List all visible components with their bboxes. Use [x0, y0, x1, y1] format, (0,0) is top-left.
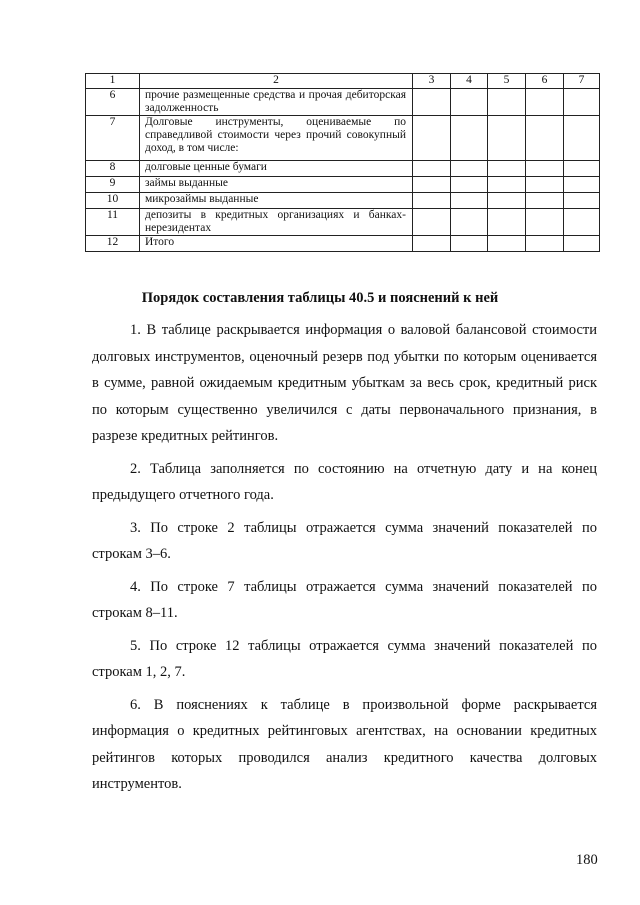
- table-row: [86, 161, 600, 177]
- table-cell: [413, 116, 451, 161]
- table-cell: [526, 89, 564, 116]
- paragraph: 4. По строке 7 таблицы отражается сумма значений показателей по строкам 8–11.: [92, 578, 597, 621]
- row-number: 6: [86, 89, 140, 116]
- table-cell: [451, 89, 488, 116]
- table-cell: [526, 209, 564, 236]
- table-cell: [451, 116, 488, 161]
- table-cell: [413, 89, 451, 116]
- table-row: [86, 236, 600, 252]
- row-label: долговые ценные бумаги: [140, 161, 413, 177]
- column-header: 4: [451, 74, 488, 89]
- table-cell: [413, 193, 451, 209]
- row-label: прочие размещенные средства и прочая дебиторская задолженность: [140, 89, 413, 116]
- table-cell: [488, 177, 526, 193]
- column-header: 5: [488, 74, 526, 89]
- table-cell: [488, 193, 526, 209]
- row-number: 8: [86, 161, 140, 177]
- table-row: [86, 89, 600, 116]
- row-label: депозиты в кредитных организациях и банках-нерезидентах: [140, 209, 413, 236]
- table-cell: [526, 193, 564, 209]
- paragraph: 3. По строке 2 таблицы отражается сумма значений показателей по строкам 3–6.: [92, 519, 597, 562]
- table-cell: [564, 89, 600, 116]
- table-cell: [526, 236, 564, 252]
- table-cell: [564, 116, 600, 161]
- section-title: Порядок составления таблицы 40.5 и пояснений к ней: [141, 290, 499, 306]
- data-table: [85, 73, 600, 252]
- row-number: 11: [86, 209, 140, 236]
- table-cell: [526, 161, 564, 177]
- table-cell: [413, 236, 451, 252]
- table-row: [86, 193, 600, 209]
- table-cell: [564, 209, 600, 236]
- table-row: [86, 209, 600, 236]
- row-label: микрозаймы выданные: [140, 193, 413, 209]
- row-number: 7: [86, 116, 140, 161]
- table-cell: [451, 236, 488, 252]
- table-cell: [488, 89, 526, 116]
- column-header: 7: [564, 74, 600, 89]
- page-number: 180: [576, 852, 598, 868]
- table-cell: [413, 209, 451, 236]
- table-cell: [488, 236, 526, 252]
- table-cell: [564, 177, 600, 193]
- column-header: 6: [526, 74, 564, 89]
- column-header: 3: [413, 74, 451, 89]
- table-cell: [488, 161, 526, 177]
- table-cell: [564, 161, 600, 177]
- paragraph: 6. В пояснениях к таблице в произвольной форме раскрывается информация о кредитных рейтинговых агентствах, на основании кредитных рейтингов которых проводился анализ кредитного качества долговых инструментов.: [92, 696, 597, 792]
- table-row: [86, 116, 600, 161]
- table-cell: [413, 161, 451, 177]
- paragraph: 2. Таблица заполняется по состоянию на отчетную дату и на конец предыдущего отчетного года.: [92, 460, 597, 503]
- table-cell: [413, 177, 451, 193]
- table-cell: [564, 193, 600, 209]
- table-cell: [564, 236, 600, 252]
- table-header-row: [86, 74, 600, 89]
- table-cell: [488, 209, 526, 236]
- table-cell: [526, 116, 564, 161]
- body-text: [92, 317, 597, 804]
- column-header: 2: [140, 74, 413, 89]
- table-cell: [451, 193, 488, 209]
- row-number: 9: [86, 177, 140, 193]
- row-label: Итого: [140, 236, 413, 252]
- paragraph: 1. В таблице раскрывается информация о валовой балансовой стоимости долговых инструментов, оценочный резерв под убытки по которым оценивается в сумме, равной ожидаемым кредитным убыткам за весь срок, кредитный риск по которым существенно увеличился с даты первоначального признания, в разрезе кредитных рейтингов.: [92, 322, 597, 444]
- table-row: [86, 177, 600, 193]
- table-cell: [526, 177, 564, 193]
- row-number: 12: [86, 236, 140, 252]
- table-cell: [488, 116, 526, 161]
- table-cell: [451, 161, 488, 177]
- row-number: 10: [86, 193, 140, 209]
- paragraph: 5. По строке 12 таблицы отражается сумма значений показателей по строкам 1, 2, 7.: [92, 637, 597, 680]
- row-label: займы выданные: [140, 177, 413, 193]
- table-cell: [451, 209, 488, 236]
- row-label: Долговые инструменты, оцениваемые по справедливой стоимости через прочий совокупный доход, в том числе:: [140, 116, 413, 161]
- column-header: 1: [86, 74, 140, 89]
- table-cell: [451, 177, 488, 193]
